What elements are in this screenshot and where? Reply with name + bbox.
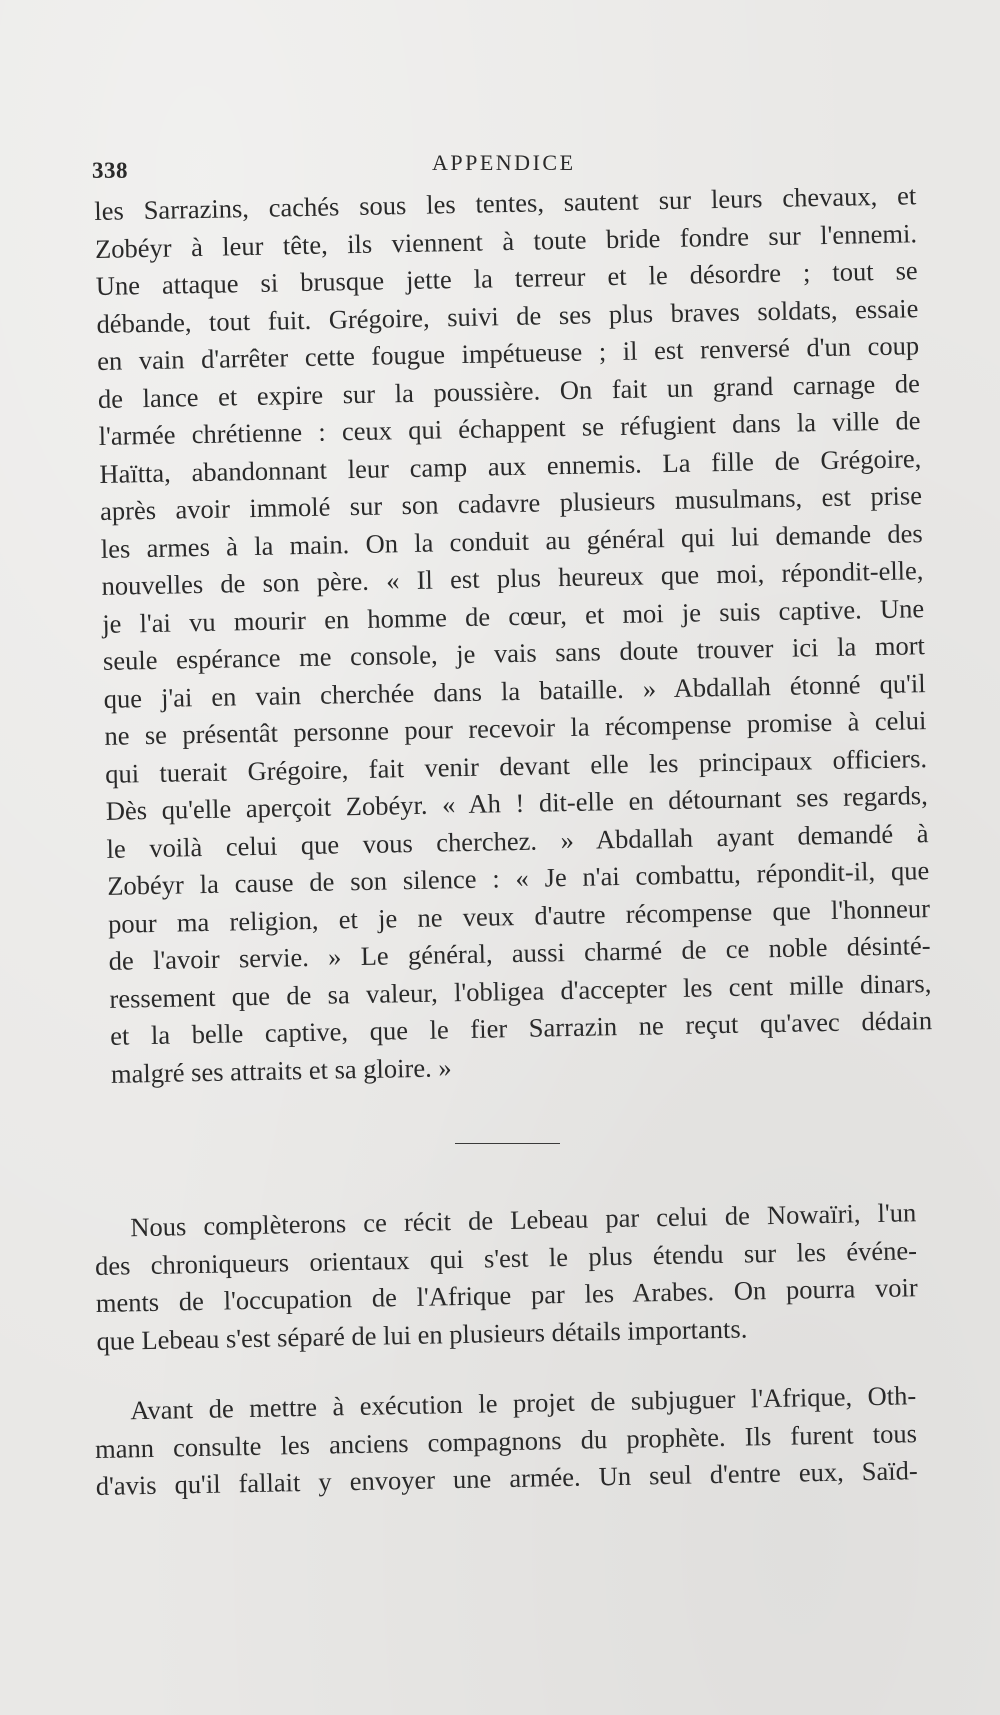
- text-line: l'armée chrétienne : ceux qui échappent se réfugient dans la ville de: [98, 405, 921, 451]
- text-line: et la belle captive, que le fier Sarrazin ne reçut qu'avec dédain: [109, 1005, 933, 1051]
- text-line: Dès qu'elle aperçoit Zobéyr. « Ah ! dit-elle en détournant ses regards,: [105, 780, 929, 826]
- text-line: ne se présentât personne pour recevoir la récompense promise à celui: [104, 705, 927, 751]
- text-line: que j'ai en vain cherchée dans la bataille. » Abdallah étonné qu'il: [103, 667, 926, 714]
- text-line: Avant de mettre à exécution le projet de subjuguer l'Afrique, Oth-: [130, 1380, 917, 1426]
- paragraph-introduction: [94, 1194, 919, 1360]
- text-line: mann consulte les anciens compagnons du prophète. Ils furent tous: [94, 1417, 918, 1464]
- paragraph-othmann: [94, 1377, 918, 1505]
- text-line: ressement que de sa valeur, l'obligea d'accepter les cent mille dinars,: [109, 967, 932, 1014]
- text-line: malgré ses attraits et sa gloire. »: [110, 1051, 452, 1089]
- section-divider: [455, 1143, 560, 1144]
- text-line: débande, tout fuit. Grégoire, suivi de ses plus braves soldats, essaie: [96, 292, 919, 339]
- text-line: Une attaque si brusque jette la terreur et le désordre ; tout se: [95, 255, 918, 301]
- text-line: Zobéyr à leur tête, ils viennent à toute bride fondre sur l'ennemi.: [94, 217, 918, 264]
- text-line: Haïtta, abandonnant leur camp aux ennemis. La fille de Grégoire,: [99, 442, 922, 489]
- text-line: ments de l'occupation de l'Afrique par les Arabes. On pourra voir: [95, 1272, 918, 1318]
- text-line: après avoir immolé sur son cadavre plusieurs musulmans, est prise: [99, 480, 923, 526]
- text-line: pour ma religion, et je ne veux d'autre récompense que l'honneur: [107, 892, 931, 939]
- text-line: Zobéyr la cause de son silence : « Je n'ai combattu, répondit-il, que: [107, 855, 930, 901]
- text-line: de l'avoir servie. » Le général, aussi charmé de ce noble désinté-: [108, 930, 931, 976]
- page-number: 338: [92, 158, 128, 183]
- text-line: seule espérance me console, je vais sans doute trouver ici la mort: [102, 630, 926, 676]
- text-line: des chroniqueurs orientaux qui s'est le plus étendu sur les événe-: [94, 1234, 918, 1281]
- text-line: qui tuerait Grégoire, fait venir devant elle les principaux officiers.: [104, 742, 928, 789]
- text-line: nouvelles de son père. « Il est plus heureux que moi, répondit-elle,: [101, 555, 924, 601]
- text-line: les armes à la main. On la conduit au général qui lui demande des: [100, 517, 923, 564]
- text-line: que Lebeau s'est séparé de lui en plusieurs détails importants.: [96, 1312, 748, 1356]
- text-line: le voilà celui que vous cherchez. » Abdallah ayant demandé à: [106, 817, 929, 864]
- paragraph-narrative: [94, 177, 933, 1093]
- text-line: en vain d'arrêter cette fougue impétueuse ; il est renversé d'un coup: [96, 330, 920, 376]
- text-line: Nous complèterons ce récit de Lebeau par celui de Nowaïri, l'un: [130, 1197, 917, 1243]
- running-title: APPENDICE: [432, 150, 576, 175]
- text-line: les Sarrazins, cachés sous les tentes, sautent sur leurs chevaux, et: [94, 180, 917, 226]
- text-line: de lance et expire sur la poussière. On fait un grand carnage de: [97, 367, 921, 414]
- text-line: d'avis qu'il fallait y envoyer une armée. Un seul d'entre eux, Saïd-: [95, 1455, 918, 1501]
- text-line: je l'ai vu mourir en homme de cœur, et moi je suis captive. Une: [101, 592, 925, 639]
